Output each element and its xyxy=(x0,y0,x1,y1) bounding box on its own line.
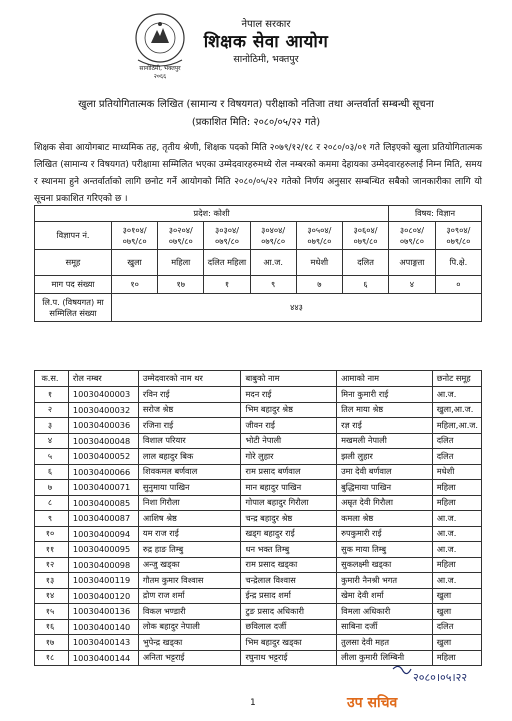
roll-number: 10030400066 xyxy=(68,464,138,480)
post-count: १० xyxy=(112,276,158,294)
group-name: दलित महिला xyxy=(204,250,250,276)
candidate-name: रजिना राई xyxy=(138,418,241,434)
roll-number: 10030400094 xyxy=(68,526,138,542)
roll-number: 10030400048 xyxy=(68,433,138,449)
candidate-name: गौतम कुमार विश्वास xyxy=(138,573,241,589)
roll-number: 10030400136 xyxy=(68,604,138,620)
serial-number: १४ xyxy=(35,588,69,604)
row-label-ad: विज्ञापन नं. xyxy=(35,222,112,250)
father-name: टुङ प्रसाद अधिकारी xyxy=(241,604,337,620)
table-row xyxy=(35,542,482,558)
father-name: भिम बहादुर खड्का xyxy=(241,635,337,651)
father-name: राम प्रसाद बर्णवाल xyxy=(241,464,337,480)
serial-number: ५ xyxy=(35,449,69,465)
ad-number: ३०६०४/ ०७९/८० xyxy=(342,222,388,250)
candidate-name: अनिता भट्टराई xyxy=(138,650,241,666)
selected-group: खुला xyxy=(432,588,481,604)
mother-name: रुपकुमारी राई xyxy=(337,526,433,542)
serial-number: १६ xyxy=(35,619,69,635)
selected-group: खुला xyxy=(432,635,481,651)
group-name: खुला xyxy=(112,250,158,276)
ad-number: ३०५०४/ ०७९/८० xyxy=(296,222,342,250)
roll-number: 10030400087 xyxy=(68,511,138,527)
participant-count: ४४३ xyxy=(112,294,482,322)
mother-name: लीला कुमारी लिम्बिनी xyxy=(337,650,433,666)
table-row xyxy=(35,480,482,496)
roll-number: 10030400003 xyxy=(68,387,138,403)
group-name: दलित xyxy=(342,250,388,276)
mother-name: झली लुहार xyxy=(337,449,433,465)
row-label-group: समूह xyxy=(35,250,112,276)
subject-label: विषय: विज्ञान xyxy=(389,206,482,222)
mother-name: मिना कुमारी राई xyxy=(337,387,433,403)
commission-address: सानोठिमी, भक्तपुर xyxy=(233,54,299,65)
mother-name: उमा देवी बर्णवाल xyxy=(337,464,433,480)
roll-number: 10030400071 xyxy=(68,480,138,496)
serial-number: १८ xyxy=(35,650,69,666)
serial-number: १३ xyxy=(35,573,69,589)
serial-number: २ xyxy=(35,402,69,418)
candidate-name: शिवकमल बर्णवाल xyxy=(138,464,241,480)
col-header: उम्मेदवारको नाम थर xyxy=(138,371,241,387)
quota-table xyxy=(34,205,482,322)
father-name: गोरे लुहार xyxy=(241,449,337,465)
serial-number: १ xyxy=(35,387,69,403)
candidate-name: विशाल परियार xyxy=(138,433,241,449)
mother-name: मखमली नेपाली xyxy=(337,433,433,449)
father-name: रघुनाथ भट्टराई xyxy=(241,650,337,666)
father-name: खड्ग बहादुर राई xyxy=(241,526,337,542)
father-name: मदन राई xyxy=(241,387,337,403)
post-count: ० xyxy=(435,276,481,294)
notice-body: शिक्षक सेवा आयोगबाट माध्यमिक तह, तृतीय श्रेणी, शिक्षक पदको मिति २०७९/१२/१८ र २०८०/०३/०१ गते लिइएको खुला प्रतियोगितात्मक लिखित (सामान्य र विषयगत) परीक्षामा सम्मिलित भएका उम्मेदवारहरुमध्ये रोल नम्बरको कममा देहायका उम्मेदवारहरुलाई निम्न मिति, समय र स्थानमा हुने अन्तर्वार्ताको लागि छनोट गर्ने आयोगको मिति २०८०/०५/२२ गतेको निर्णय अनुसार सम्बन्धित सबैको जानकारीका लागि यो सूचना प्रकाशित गरिएको छ । xyxy=(34,143,482,204)
post-count: ७ xyxy=(296,276,342,294)
candidate-name: सरोज श्रेष्ठ xyxy=(138,402,241,418)
col-header: क.स. xyxy=(35,371,69,387)
table-row xyxy=(35,402,482,418)
father-name: गोपाल बहादुर गिरौला xyxy=(241,495,337,511)
father-name: मान बहादुर पाखिन xyxy=(241,480,337,496)
mother-name: बुद्धिमाया पाखिन xyxy=(337,480,433,496)
candidate-name: लोक बहादुर नेपाली xyxy=(138,619,241,635)
mother-name: रज्ञ राई xyxy=(337,418,433,434)
selected-group: दलित xyxy=(432,449,481,465)
post-count: १७ xyxy=(158,276,204,294)
roll-number: 10030400032 xyxy=(68,402,138,418)
col-header: आमाको नाम xyxy=(337,371,433,387)
government-name: नेपाल सरकार xyxy=(241,19,291,30)
serial-number: ११ xyxy=(35,542,69,558)
roll-number: 10030400119 xyxy=(68,573,138,589)
serial-number: ६ xyxy=(35,464,69,480)
mother-name: कुमारी नैनश्री भगत xyxy=(337,573,433,589)
candidate-name: द्रोण राज शर्मा xyxy=(138,588,241,604)
selected-group: आ.ज. xyxy=(432,526,481,542)
notice-publish-date: (प्रकाशित मिति: २०८०/०५/२२ गते) xyxy=(191,117,321,128)
table-row xyxy=(35,464,482,480)
table-row xyxy=(35,573,482,589)
father-name: जीवन राई xyxy=(241,418,337,434)
selected-group: दलित xyxy=(432,619,481,635)
mother-name: साबिना दर्जी xyxy=(337,619,433,635)
row-label-posts: माग पद संख्या xyxy=(35,276,112,294)
selected-group: आ.ज. xyxy=(432,573,481,589)
selected-group: खुला,आ.ज. xyxy=(432,402,481,418)
table-row xyxy=(35,526,482,542)
group-name: मधेशी xyxy=(296,250,342,276)
serial-number: ९ xyxy=(35,511,69,527)
roll-number: 10030400085 xyxy=(68,495,138,511)
mother-name: तिल माया श्रेष्ठ xyxy=(337,402,433,418)
col-header: छनोट समूह xyxy=(432,371,481,387)
post-count: ६ xyxy=(342,276,388,294)
table-row xyxy=(35,635,482,651)
post-count: ४ xyxy=(389,276,436,294)
selected-group: आ.ज. xyxy=(432,542,481,558)
group-name: पि.क्षे. xyxy=(435,250,481,276)
serial-number: १५ xyxy=(35,604,69,620)
serial-number: ३ xyxy=(35,418,69,434)
notice-title: खुला प्रतियोगितात्मक लिखित (सामान्य र विषयगत) परीक्षाको नतिजा तथा अन्तर्वार्ता सम्बन्धी सूचना xyxy=(78,99,434,110)
roll-number: 10030400052 xyxy=(68,449,138,465)
table-row xyxy=(35,604,482,620)
serial-number: १२ xyxy=(35,557,69,573)
signature-mark: २०८०।०५।२२ xyxy=(413,671,468,684)
candidate-name: लाल बहादुर बिक xyxy=(138,449,241,465)
ad-number: ३०९०४/ ०७९/८० xyxy=(435,222,481,250)
results-table xyxy=(34,370,482,666)
col-header: बाबुको नाम xyxy=(241,371,337,387)
selected-group: महिला xyxy=(432,557,481,573)
serial-number: ८ xyxy=(35,495,69,511)
table-row xyxy=(35,449,482,465)
serial-number: १७ xyxy=(35,635,69,651)
candidate-name: सुनुमाया पाखिन xyxy=(138,480,241,496)
candidate-name: रविन राई xyxy=(138,387,241,403)
father-name: चन्द्र बहादुर श्रेष्ठ xyxy=(241,511,337,527)
group-name: महिला xyxy=(158,250,204,276)
signature-title: उप सचिव xyxy=(347,695,398,711)
row-label-participants: लि.प. (विषयगत) मा सम्मिलित संख्या xyxy=(35,294,112,322)
father-name: भोटी नेपाली xyxy=(241,433,337,449)
ad-number: ३०१०४/ ०७९/८० xyxy=(112,222,158,250)
mother-name: तुलसा देवी महत xyxy=(337,635,433,651)
mother-name: खेमा देवी शर्मा xyxy=(337,588,433,604)
table-row xyxy=(35,495,482,511)
candidate-name: भुपेन्द्र खड्का xyxy=(138,635,241,651)
svg-text:सानोठिमी, भक्तपुर: सानोठिमी, भक्तपुर xyxy=(139,65,181,72)
mother-name: सुक माया तिम्बु xyxy=(337,542,433,558)
selected-group: महिला,आ.ज. xyxy=(432,418,481,434)
selected-group: दलित xyxy=(432,433,481,449)
father-name: ईन्द्र प्रसाद शर्मा xyxy=(241,588,337,604)
roll-number: 10030400120 xyxy=(68,588,138,604)
roll-number: 10030400144 xyxy=(68,650,138,666)
roll-number: 10030400140 xyxy=(68,619,138,635)
selected-group: खुला xyxy=(432,604,481,620)
candidate-name: आशिष श्रेष्ठ xyxy=(138,511,241,527)
table-row xyxy=(35,619,482,635)
candidate-name: विकल भण्डारी xyxy=(138,604,241,620)
col-header: रोल नम्बर xyxy=(68,371,138,387)
father-name: राम प्रसाद खड्का xyxy=(241,557,337,573)
group-name: आ.ज. xyxy=(250,250,296,276)
mother-name: विमला अधिकारी xyxy=(337,604,433,620)
selected-group: आ.ज. xyxy=(432,387,481,403)
selected-group: महिला xyxy=(432,495,481,511)
father-name: भिम बहादुर श्रेष्ठ xyxy=(241,402,337,418)
roll-number: 10030400098 xyxy=(68,557,138,573)
table-row xyxy=(35,588,482,604)
table-row xyxy=(35,557,482,573)
table-row xyxy=(35,433,482,449)
mother-name: अम्रृत देवी गिरौला xyxy=(337,495,433,511)
group-name: अपाङ्गता xyxy=(389,250,436,276)
candidate-name: निशा गिरौला xyxy=(138,495,241,511)
ad-number: ३०८०४/ ०७९/८० xyxy=(389,222,436,250)
table-row xyxy=(35,387,482,403)
post-count: १ xyxy=(204,276,250,294)
candidate-name: यम राज राई xyxy=(138,526,241,542)
selected-group: महिला xyxy=(432,650,481,666)
serial-number: ७ xyxy=(35,480,69,496)
serial-number: ४ xyxy=(35,433,69,449)
candidate-name: अन्जु खड्का xyxy=(138,557,241,573)
father-name: धन भक्त तिम्बु xyxy=(241,542,337,558)
candidate-name: रुद्र हाङ तिम्बु xyxy=(138,542,241,558)
svg-text:२०६६: २०६६ xyxy=(153,73,167,80)
father-name: छविलाल दर्जी xyxy=(241,619,337,635)
mother-name: सुकलक्ष्मी खड्का xyxy=(337,557,433,573)
selected-group: आ.ज. xyxy=(432,511,481,527)
father-name: चन्द्रेलाल विश्वास xyxy=(241,573,337,589)
selected-group: मधेशी xyxy=(432,464,481,480)
commission-name: शिक्षक सेवा आयोग xyxy=(203,32,329,52)
ad-number: ३०४०४/ ०७९/८० xyxy=(250,222,296,250)
serial-number: १० xyxy=(35,526,69,542)
roll-number: 10030400143 xyxy=(68,635,138,651)
roll-number: 10030400036 xyxy=(68,418,138,434)
mother-name: कमला श्रेष्ठ xyxy=(337,511,433,527)
table-row xyxy=(35,511,482,527)
table-row xyxy=(35,418,482,434)
ad-number: ३०३०४/ ०७९/८० xyxy=(204,222,250,250)
signature-stamp xyxy=(343,661,478,721)
selected-group: महिला xyxy=(432,480,481,496)
province-label: प्रदेश: कोशी xyxy=(35,206,389,222)
ad-number: ३०२०४/ ०७९/८० xyxy=(158,222,204,250)
roll-number: 10030400095 xyxy=(68,542,138,558)
post-count: ९ xyxy=(250,276,296,294)
page-number: 1 xyxy=(250,698,256,708)
